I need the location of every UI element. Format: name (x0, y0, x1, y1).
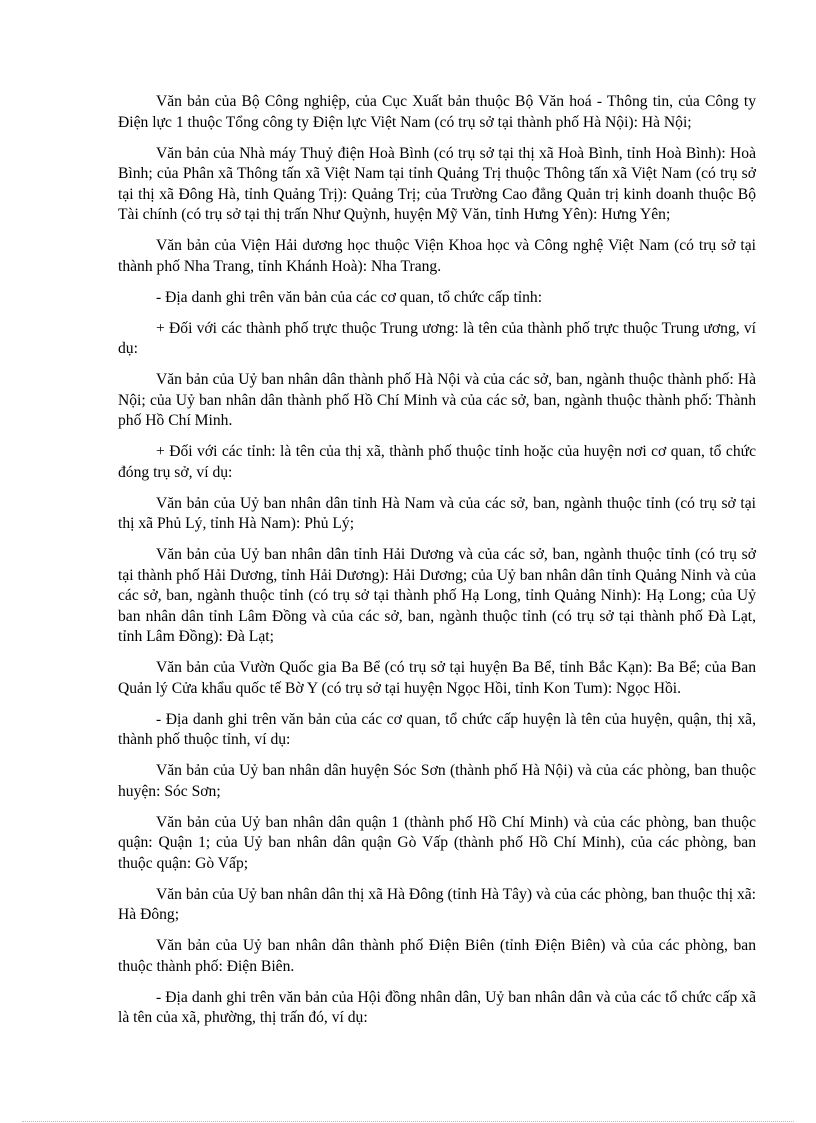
paragraph: Văn bản của Vườn Quốc gia Ba Bể (có trụ sở tại huyện Ba Bể, tỉnh Bắc Kạn): Ba Bể; của Ban Quản lý Cửa khẩu quốc tế Bờ Y (có trụ sở tại huyện Ngọc Hồi, tỉnh Kon Tum): Ngọc Hồi. (118, 659, 756, 697)
page-bottom-rule (22, 1121, 794, 1122)
document-body (118, 92, 756, 1039)
paragraph: - Địa danh ghi trên văn bản của các cơ quan, tổ chức cấp tỉnh: (156, 288, 543, 306)
paragraph: Văn bản của Uỷ ban nhân dân thành phố Hà Nội và của các sở, ban, ngành thuộc thành phố: Hà Nội; của Uỷ ban nhân dân thành phố Hồ Chí Minh và của các sở, ban, ngành thuộc thành phố: Thành phố Hồ Chí Minh. (118, 371, 756, 429)
paragraph: Văn bản của Uỷ ban nhân dân quận 1 (thành phố Hồ Chí Minh) và của các phòng, ban thuộc quận: Quận 1; của Uỷ ban nhân dân quận Gò Vấp (thành phố Hồ Chí Minh), của các phòng, ban thuộc quận: Gò Vấp; (118, 813, 756, 872)
paragraph: Văn bản của Uỷ ban nhân dân huyện Sóc Sơn (thành phố Hà Nội) và của các phòng, ban thuộc huyện: Sóc Sơn; (118, 762, 756, 800)
paragraph: Văn bản của Nhà máy Thuỷ điện Hoà Bình (có trụ sở tại thị xã Hoà Bình, tỉnh Hoà Bình): Hoà Bình; của Phân xã Thông tấn xã Việt Nam tại tỉnh Quảng Trị thuộc Thông tấn xã Việt Nam (có trụ sở tại thị xã Đông Hà, tỉnh Quảng Trị): Quảng Trị; của Trường Cao đẳng Quản trị kinh doanh thuộc Bộ Tài chính (có trụ sở tại thị trấn Như Quỳnh, huyện Mỹ Văn, tỉnh Hưng Yên): Hưng Yên; (118, 144, 756, 223)
paragraph: Văn bản của Bộ Công nghiệp, của Cục Xuất bản thuộc Bộ Văn hoá - Thông tin, của Công ty Điện lực 1 thuộc Tổng công ty Điện lực Việt Nam (có trụ sở tại thành phố Hà Nội): Hà Nội; (118, 93, 756, 131)
paragraph: Văn bản của Uỷ ban nhân dân tỉnh Hà Nam và của các sở, ban, ngành thuộc tỉnh (có trụ sở tại thị xã Phủ Lý, tỉnh Hà Nam): Phủ Lý; (118, 494, 756, 532)
paragraph: - Địa danh ghi trên văn bản của các cơ quan, tổ chức cấp huyện là tên của huyện, quận, thị xã, thành phố thuộc tỉnh, ví dụ: (118, 710, 756, 748)
paragraph: Văn bản của Uỷ ban nhân dân tỉnh Hải Dương và của các sở, ban, ngành thuộc tỉnh (có trụ sở tại thành phố Hải Dương, tỉnh Hải Dương): Hải Dương; của Uỷ ban nhân dân tỉnh Quảng Ninh và của các sở, ban, ngành thuộc tỉnh (có trụ sở tại thành phố Hạ Long, tỉnh Quảng Ninh): Hạ Long; của Uỷ ban nhân dân tỉnh Lâm Đồng và của các sở, ban, ngành thuộc tỉnh (có trụ sở tại thành phố Đà Lạt, tỉnh Lâm Đồng): Đà Lạt; (118, 546, 756, 645)
paragraph: + Đối với các thành phố trực thuộc Trung ương: là tên của thành phố trực thuộc Trung ương, ví dụ: (118, 319, 756, 357)
paragraph: Văn bản của Uỷ ban nhân dân thành phố Điện Biên (tỉnh Điện Biên) và của các phòng, ban thuộc thành phố: Điện Biên. (118, 937, 756, 975)
paragraph: Văn bản của Uỷ ban nhân dân thị xã Hà Đông (tỉnh Hà Tây) và của các phòng, ban thuộc thị xã: Hà Đông; (118, 885, 756, 923)
paragraph: Văn bản của Viện Hải dương học thuộc Viện Khoa học và Công nghệ Việt Nam (có trụ sở tại thành phố Nha Trang, tỉnh Khánh Hoà): Nha Trang. (118, 237, 756, 275)
paragraph: - Địa danh ghi trên văn bản của Hội đồng nhân dân, Uỷ ban nhân dân và của các tổ chức cấp xã là tên của xã, phường, thị trấn đó, ví dụ: (118, 988, 756, 1026)
paragraph: + Đối với các tỉnh: là tên của thị xã, thành phố thuộc tỉnh hoặc của huyện nơi cơ quan, tổ chức đóng trụ sở, ví dụ: (118, 443, 756, 481)
